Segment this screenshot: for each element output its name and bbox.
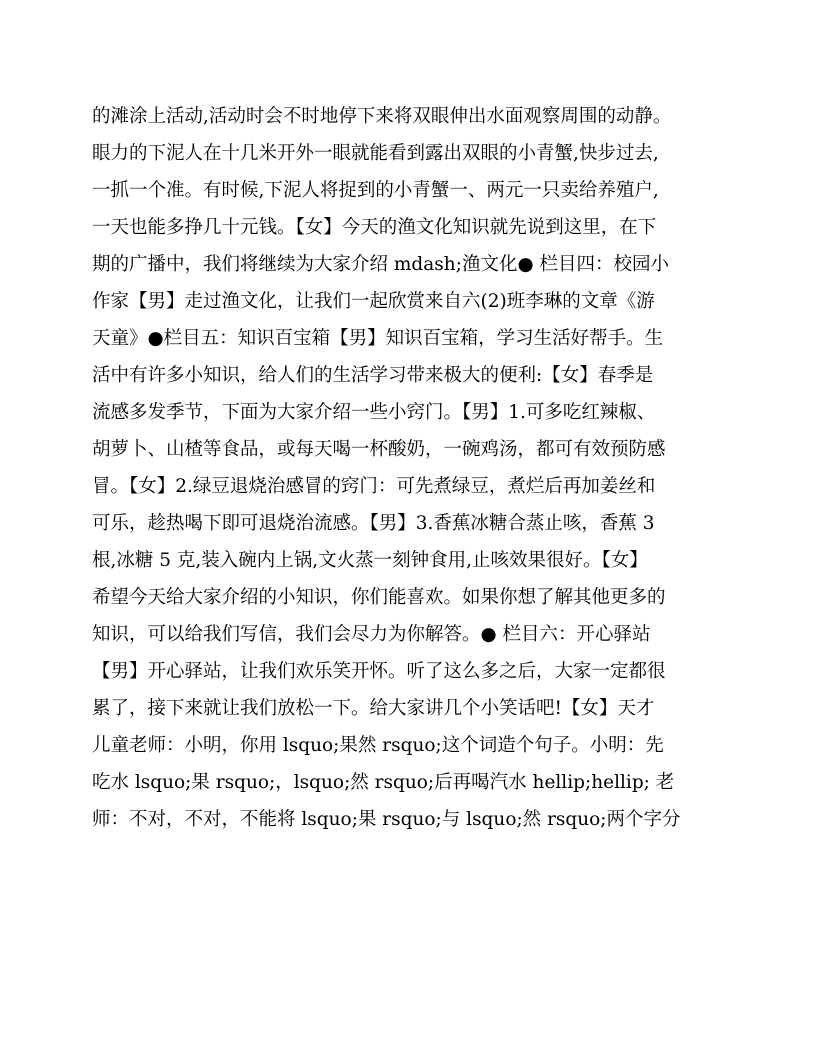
text-line: 师：不对，不对，不能将 lsquo;果 rsquo;与 lsquo;然 rsquo;两个字分: [92, 809, 681, 830]
text-line: 【男】开心驿站，让我们欢乐笑开怀。听了这么多之后，大家一定都很: [92, 661, 666, 682]
text-line: 胡萝卜、山楂等食品，或每天喝一杯酸奶，一碗鸡汤，都可有效预防感: [92, 439, 666, 460]
text-line: 累了，接下来就让我们放松一下。给大家讲几个小笑话吧!【女】天才: [92, 698, 655, 719]
text-line: 希望今天给大家介绍的小知识，你们能喜欢。如果你想了解其他更多的: [92, 587, 666, 608]
text-line: 吃水 lsquo;果 rsquo;，lsquo;然 rsquo;后再喝汽水 hellip;hellip; 老: [92, 772, 675, 793]
text-line: 天童》●栏目五：知识百宝箱【男】知识百宝箱，学习生活好帮手。生: [92, 328, 664, 349]
text-line: 期的广播中，我们将继续为大家介绍 mdash;渔文化● 栏目四：校园小: [92, 254, 669, 275]
text-line: 知识，可以给我们写信，我们会尽力为你解答。● 栏目六：开心驿站: [92, 624, 651, 645]
text-line: 一天也能多挣几十元钱。【女】今天的渔文化知识就先说到这里，在下: [92, 217, 657, 238]
text-line: 流感多发季节，下面为大家介绍一些小窍门。【男】1.可多吃红辣椒、: [92, 402, 656, 423]
text-line: 作家【男】走过渔文化，让我们一起欣赏来自六(2)班李琳的文章《游: [92, 291, 655, 312]
text-line: 冒。【女】2.绿豆退烧治感冒的窍门：可先煮绿豆，煮烂后再加姜丝和: [92, 476, 656, 497]
document-body: [92, 98, 724, 838]
text-line: 儿童老师：小明，你用 lsquo;果然 rsquo;这个词造个句子。小明：先: [92, 735, 664, 756]
text-line: 活中有许多小知识，给人们的生活学习带来极大的便利:【女】春季是: [92, 365, 654, 386]
text-line: 根,冰糖 5 克,装入碗内上锅,文火蒸一刻钟食用,止咳效果很好。【女】: [92, 550, 648, 571]
text-line: 可乐，趁热喝下即可退烧治流感。【男】3.香蕉冰糖合蒸止咳，香蕉 3: [92, 513, 655, 534]
text-line: 眼力的下泥人在十几米开外一眼就能看到露出双眼的小青蟹,快步过去,: [92, 143, 659, 164]
text-line: 的滩涂上活动,活动时会不时地停下来将双眼伸出水面观察周围的动静。: [92, 106, 672, 127]
text-line: 一抓一个准。有时候,下泥人将捉到的小青蟹一、两元一只卖给养殖户,: [92, 180, 659, 201]
